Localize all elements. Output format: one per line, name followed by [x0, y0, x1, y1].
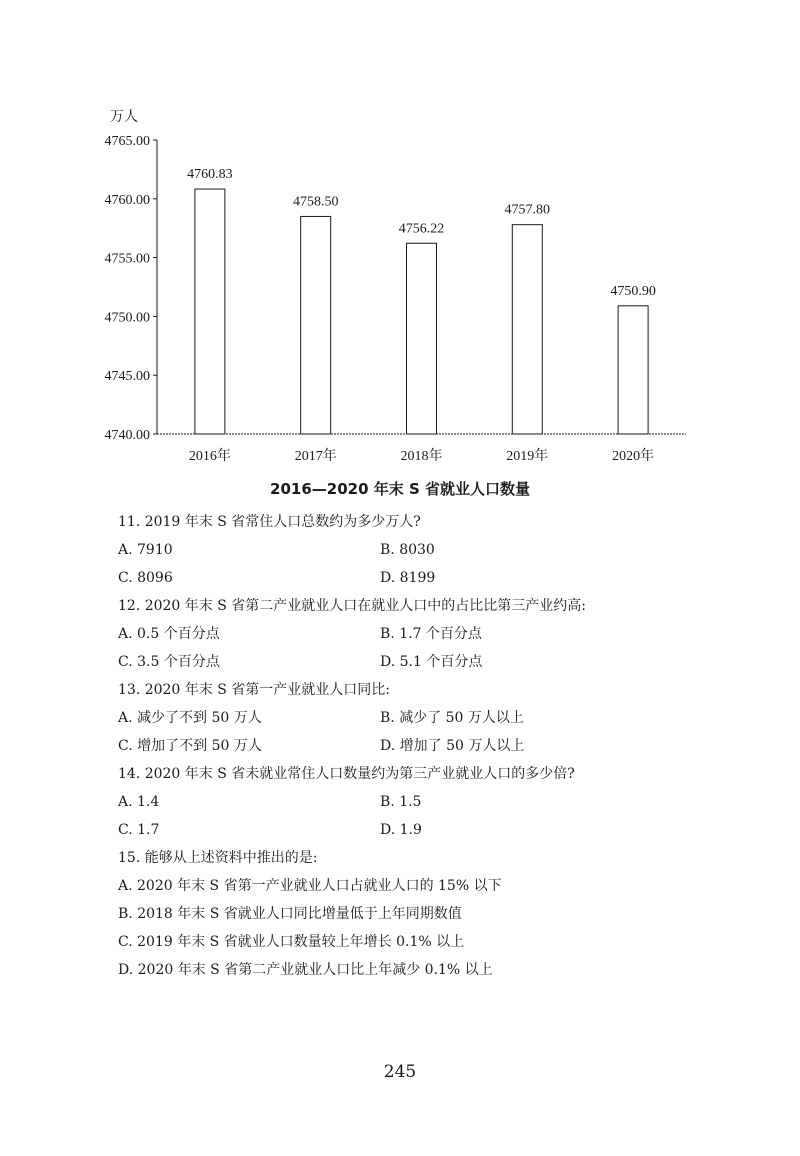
question-13-option-b: B. 减少了 50 万人以上	[380, 710, 524, 726]
question-12-option-a: A. 0.5 个百分点	[118, 626, 220, 642]
x-tick-label: 2019年	[506, 449, 549, 464]
y-tick-label: 4760.00	[104, 192, 150, 208]
y-tick-label: 4765.00	[104, 134, 150, 149]
question-11-option-b: B. 8030	[380, 542, 435, 558]
question-14-option-a: A. 1.4	[118, 794, 160, 810]
question-15-option-d: D. 2020 年末 S 省第二产业就业人口比上年减少 0.1% 以上	[118, 962, 493, 978]
question-15-option-b: B. 2018 年末 S 省就业人口同比增量低于上年同期数值	[118, 906, 462, 922]
question-12-option-b: B. 1.7 个百分点	[380, 626, 482, 642]
bar-value-label: 4750.90	[610, 283, 656, 299]
x-tick-label: 2018年	[400, 449, 443, 464]
question-14-option-b: B. 1.5	[380, 794, 422, 810]
bar	[301, 216, 331, 434]
question-11-option-d: D. 8199	[380, 570, 436, 586]
question-13-option-d: D. 增加了 50 万人以上	[380, 738, 525, 754]
page-number: 245	[383, 1062, 417, 1082]
bar	[407, 243, 437, 434]
questions	[118, 508, 758, 984]
question-15-option-a: A. 2020 年末 S 省第一产业就业人口占就业人口的 15% 以下	[118, 878, 502, 894]
bar-chart	[0, 0, 800, 470]
bar-value-label: 4757.80	[504, 202, 551, 218]
question-15-stem: 15. 能够从上述资料中推出的是:	[118, 850, 318, 866]
question-14-stem: 14. 2020 年末 S 省未就业常住人口数量约为第三产业就业人口的多少倍?	[118, 766, 575, 782]
y-tick-label: 4740.00	[104, 428, 150, 443]
y-axis-label: 万人	[110, 110, 138, 125]
question-13-option-a: A. 减少了不到 50 万人	[118, 710, 262, 726]
y-tick-label: 4755.00	[104, 251, 150, 267]
bar-value-label: 4760.83	[187, 167, 233, 183]
bar	[512, 225, 542, 434]
x-tick-label: 2017年	[294, 449, 337, 464]
question-11-option-c: C. 8096	[118, 570, 173, 586]
x-tick-label: 2016年	[188, 449, 231, 464]
x-tick-label: 2020年	[612, 449, 655, 464]
question-14-option-d: D. 1.9	[380, 822, 422, 838]
chart-title: 2016—2020 年末 S 省就业人口数量	[270, 480, 530, 498]
question-13-option-c: C. 增加了不到 50 万人	[118, 738, 262, 754]
question-12-stem: 12. 2020 年末 S 省第二产业就业人口在就业人口中的占比比第三产业约高:	[118, 598, 587, 614]
bar-value-label: 4756.22	[398, 221, 445, 237]
question-13-stem: 13. 2020 年末 S 省第一产业就业人口同比:	[118, 682, 391, 698]
question-12-option-c: C. 3.5 个百分点	[118, 654, 220, 670]
question-14-option-c: C. 1.7	[118, 822, 160, 838]
question-12-option-d: D. 5.1 个百分点	[380, 654, 483, 670]
question-11-stem: 11. 2019 年末 S 省常住人口总数约为多少万人?	[118, 514, 421, 530]
bar-value-label: 4758.50	[292, 194, 339, 210]
bar	[618, 306, 648, 434]
y-tick-label: 4750.00	[104, 310, 150, 326]
question-11-option-a: A. 7910	[118, 542, 173, 558]
bar	[195, 189, 225, 434]
question-15-option-c: C. 2019 年末 S 省就业人口数量较上年增长 0.1% 以上	[118, 934, 465, 950]
y-tick-label: 4745.00	[104, 369, 150, 385]
